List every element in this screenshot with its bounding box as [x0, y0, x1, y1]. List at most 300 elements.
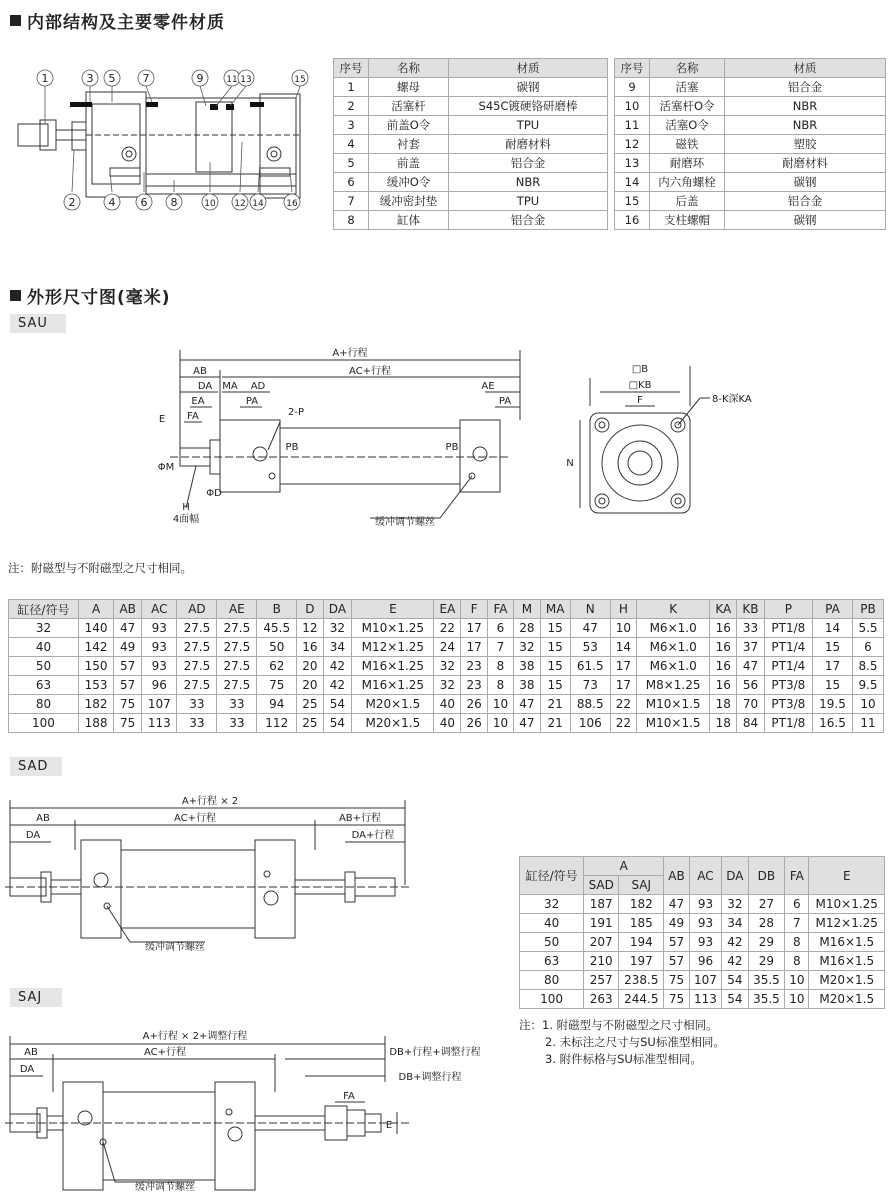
callout-4: 4 — [108, 196, 116, 209]
table-cell: 75 — [114, 714, 142, 733]
header-cell: K — [637, 600, 710, 619]
table-cell: 88.5 — [570, 695, 610, 714]
table-cell: 40 — [434, 714, 461, 733]
table-cell: 153 — [78, 676, 113, 695]
table-cell: M10×1.25 — [809, 895, 885, 914]
table-cell: 20 — [297, 676, 323, 695]
table-cell: 33 — [217, 714, 257, 733]
dim-phid: ΦD — [206, 488, 222, 499]
table-cell: 238.5 — [619, 971, 664, 990]
callout-9: 9 — [196, 72, 204, 85]
table-cell: 33 — [217, 695, 257, 714]
table-cell: 前盖 — [369, 154, 449, 173]
header-cell: AC — [142, 600, 177, 619]
table-cell: 14 — [610, 638, 636, 657]
table-cell: 73 — [570, 676, 610, 695]
table-row — [520, 952, 885, 971]
table-cell: 10 — [610, 619, 636, 638]
table-cell: 38 — [514, 676, 540, 695]
dim-a-stroke: A+行程 — [332, 348, 368, 359]
table-cell: 40 — [9, 638, 79, 657]
table-row — [334, 135, 608, 154]
table-row — [615, 154, 886, 173]
table-cell: 93 — [689, 895, 722, 914]
table-cell: 9 — [615, 78, 650, 97]
table-cell: 4 — [334, 135, 369, 154]
table-cell: M6×1.0 — [637, 638, 710, 657]
table-cell: 47 — [664, 895, 689, 914]
table-cell: 16 — [710, 676, 737, 695]
table-cell: 6 — [334, 173, 369, 192]
table-cell: 15 — [540, 657, 570, 676]
table-cell: 19.5 — [813, 695, 853, 714]
sad-cushion-label: 缓冲调节螺丝 — [145, 942, 205, 953]
table-cell: 23 — [461, 657, 487, 676]
header-e: E — [809, 857, 885, 895]
header-cell: DA — [323, 600, 352, 619]
table-cell: M6×1.0 — [637, 619, 710, 638]
table-cell: 23 — [461, 676, 487, 695]
table-cell: 42 — [722, 933, 748, 952]
table-cell: 47 — [737, 657, 764, 676]
table-row — [9, 695, 884, 714]
table-cell: 32 — [434, 657, 461, 676]
saj-dim-e: E — [385, 1120, 393, 1131]
table-cell: 27.5 — [177, 676, 217, 695]
table-cell: M16×1.25 — [352, 657, 434, 676]
table-cell: 活塞 — [650, 78, 725, 97]
table-cell: 47 — [514, 695, 540, 714]
table-cell: 94 — [257, 695, 297, 714]
header-cell: 材质 — [449, 59, 608, 78]
table-cell: 50 — [257, 638, 297, 657]
dim-e: E — [158, 414, 166, 425]
header-bore: 缸径/符号 — [520, 857, 584, 895]
table-cell: 耐磨环 — [650, 154, 725, 173]
sad-dim-a-stroke2: A+行程 × 2 — [181, 796, 239, 807]
table-cell: 191 — [584, 914, 619, 933]
table-cell: 112 — [257, 714, 297, 733]
table-cell: 150 — [78, 657, 113, 676]
table-cell: 63 — [520, 952, 584, 971]
table-cell: 185 — [619, 914, 664, 933]
table-row — [615, 78, 886, 97]
table-cell: 80 — [9, 695, 79, 714]
table-cell: PT1/8 — [764, 714, 812, 733]
saj-dim-db-full: DB+行程+调整行程 — [389, 1047, 481, 1058]
table-cell: 100 — [520, 990, 584, 1009]
header-da: DA — [722, 857, 748, 895]
dim-ma: MA — [222, 381, 238, 392]
table-cell: PT1/4 — [764, 638, 812, 657]
table-cell: 106 — [570, 714, 610, 733]
table-cell: 8 — [487, 657, 513, 676]
table-cell: 27.5 — [217, 657, 257, 676]
callout-8: 8 — [170, 196, 178, 209]
table-cell: M8×1.25 — [637, 676, 710, 695]
table-cell: 16 — [710, 638, 737, 657]
header-cell: AE — [217, 600, 257, 619]
table-cell: 碳钢 — [725, 173, 886, 192]
note-3: 3. 附件标格与SU标准型相同。 — [545, 1052, 702, 1066]
section-title-structure — [10, 8, 225, 33]
table-cell: 142 — [78, 638, 113, 657]
header-fa: FA — [785, 857, 809, 895]
callout-6: 6 — [140, 196, 148, 209]
table-cell: 6 — [852, 638, 883, 657]
sad-dim-ab: AB — [36, 813, 50, 824]
table-cell: 5.5 — [852, 619, 883, 638]
table-cell: 42 — [722, 952, 748, 971]
table-cell: 10 — [785, 990, 809, 1009]
callout-12: 12 — [234, 199, 246, 209]
table-cell: 21 — [540, 695, 570, 714]
table-cell: 27.5 — [177, 638, 217, 657]
header-ab: AB — [664, 857, 689, 895]
table-cell: 35.5 — [748, 971, 785, 990]
callout-5: 5 — [108, 72, 116, 85]
section-title-text: 内部结构及主要零件材质 — [27, 13, 225, 33]
table-cell: 15 — [540, 676, 570, 695]
table-cell: 113 — [142, 714, 177, 733]
table-cell: 活塞杆 — [369, 97, 449, 116]
header-cell: B — [257, 600, 297, 619]
dim-h: H — [182, 502, 190, 513]
header-cell: 序号 — [615, 59, 650, 78]
table-cell: 7 — [334, 192, 369, 211]
table-cell: 244.5 — [619, 990, 664, 1009]
table-cell: 57 — [114, 657, 142, 676]
saj-dim-da: DA — [19, 1064, 35, 1075]
table-cell: 29 — [748, 933, 785, 952]
header-cell: MA — [540, 600, 570, 619]
table-cell: 1 — [334, 78, 369, 97]
header-cell: P — [764, 600, 812, 619]
table-cell: 碳钢 — [725, 211, 886, 230]
saj-dim-ab: AB — [24, 1047, 38, 1058]
table-cell: 28 — [748, 914, 785, 933]
table-cell: 14 — [615, 173, 650, 192]
table-cell: M16×1.5 — [809, 933, 885, 952]
square-bullet-icon — [10, 15, 21, 26]
table-cell: 24 — [434, 638, 461, 657]
table-cell: 21 — [540, 714, 570, 733]
table-cell: NBR — [725, 116, 886, 135]
sau-header-row — [9, 600, 884, 619]
table-row — [9, 676, 884, 695]
dim-pb-right: PB — [445, 442, 459, 453]
header-cell: KB — [737, 600, 764, 619]
table-row — [9, 657, 884, 676]
header-a: A — [584, 857, 664, 876]
table-cell: 碳钢 — [449, 78, 608, 97]
table-cell: 6 — [785, 895, 809, 914]
table-cell: 27.5 — [217, 638, 257, 657]
callout-13: 13 — [240, 75, 252, 85]
table-cell: 14 — [813, 619, 853, 638]
table-cell: M20×1.5 — [352, 695, 434, 714]
sau-drawing — [150, 340, 540, 530]
table-cell: 8 — [785, 933, 809, 952]
table-cell: 75 — [664, 990, 689, 1009]
table-cell: 54 — [323, 695, 352, 714]
sad-tag: SAD — [10, 757, 62, 776]
table-row — [615, 192, 886, 211]
dim-2p: 2-P — [287, 407, 305, 418]
table-cell: 25 — [297, 695, 323, 714]
table-cell: 32 — [722, 895, 748, 914]
table-row — [9, 619, 884, 638]
header-cell: E — [352, 600, 434, 619]
table-cell: 16 — [710, 619, 737, 638]
table-cell: 27.5 — [217, 619, 257, 638]
dim-ea: EA — [191, 396, 205, 407]
callout-1: 1 — [41, 72, 49, 85]
table-cell: 22 — [610, 695, 636, 714]
note-2: 2. 未标注之尺寸与SU标准型相同。 — [545, 1035, 725, 1049]
table-row — [520, 933, 885, 952]
dim-pa-right: PA — [498, 396, 512, 407]
header-cell: FA — [487, 600, 513, 619]
sau-side-view — [560, 358, 752, 523]
saj-dim-a-full: A+行程 × 2+调整行程 — [142, 1031, 248, 1042]
table-cell: 缓冲O令 — [369, 173, 449, 192]
table-cell: 37 — [737, 638, 764, 657]
table-cell: 197 — [619, 952, 664, 971]
table-cell: PT3/8 — [764, 695, 812, 714]
table-cell: 63 — [9, 676, 79, 695]
table-cell: 螺母 — [369, 78, 449, 97]
table-cell: 12 — [615, 135, 650, 154]
header-saj: SAJ — [619, 876, 664, 895]
table-cell: 263 — [584, 990, 619, 1009]
table-cell: 铝合金 — [449, 154, 608, 173]
table-cell: S45C镀硬铬研磨棒 — [449, 97, 608, 116]
table-cell: 活塞杆O令 — [650, 97, 725, 116]
table-cell: 29 — [748, 952, 785, 971]
table-cell: TPU — [449, 192, 608, 211]
table-row — [520, 971, 885, 990]
saj-drawing — [5, 1022, 481, 1194]
table-cell: 96 — [142, 676, 177, 695]
table-cell: 26 — [461, 714, 487, 733]
table-cell: 磁铁 — [650, 135, 725, 154]
table-cell: M12×1.25 — [352, 638, 434, 657]
table-cell: 16 — [710, 657, 737, 676]
table-row — [334, 211, 608, 230]
table-cell: 15 — [813, 638, 853, 657]
header-cell: F — [461, 600, 487, 619]
table-cell: 257 — [584, 971, 619, 990]
table-cell: 11 — [615, 116, 650, 135]
table-cell: 57 — [664, 952, 689, 971]
dim-ab: AB — [193, 366, 207, 377]
table-row — [334, 173, 608, 192]
parts-header-row — [615, 59, 886, 78]
dim-da: DA — [197, 381, 213, 392]
table-cell: 铝合金 — [449, 211, 608, 230]
header-cell: PB — [852, 600, 883, 619]
table-row — [520, 914, 885, 933]
side-f: F — [637, 395, 643, 406]
table-cell: 49 — [114, 638, 142, 657]
header-cell: 缸径/符号 — [9, 600, 79, 619]
table-cell: 93 — [142, 638, 177, 657]
table-cell: 40 — [520, 914, 584, 933]
parts-table-left — [333, 58, 608, 230]
table-cell: 20 — [297, 657, 323, 676]
table-cell: 182 — [78, 695, 113, 714]
saj-cushion-label: 缓冲调节螺丝 — [135, 1182, 195, 1193]
table-cell: 8 — [785, 952, 809, 971]
table-row — [615, 173, 886, 192]
table-cell: 32 — [514, 638, 540, 657]
table-cell: 15 — [615, 192, 650, 211]
table-cell: 13 — [615, 154, 650, 173]
table-cell: PT1/4 — [764, 657, 812, 676]
table-cell: 57 — [664, 933, 689, 952]
dim-phim: ΦM — [157, 462, 175, 473]
table-cell: 10 — [487, 695, 513, 714]
table-cell: 33 — [737, 619, 764, 638]
table-cell: M20×1.5 — [352, 714, 434, 733]
table-cell: 57 — [114, 676, 142, 695]
table-cell: 5 — [334, 154, 369, 173]
table-cell: 54 — [722, 971, 748, 990]
table-cell: 61.5 — [570, 657, 610, 676]
sad-saj-dimension-table — [519, 856, 885, 1009]
table-row — [615, 97, 886, 116]
header-sad: SAD — [584, 876, 619, 895]
table-cell: 32 — [9, 619, 79, 638]
table-cell: 10 — [785, 971, 809, 990]
header-cell: D — [297, 600, 323, 619]
table-cell: 铝合金 — [725, 78, 886, 97]
table-cell: 34 — [722, 914, 748, 933]
table-cell: 8.5 — [852, 657, 883, 676]
table-cell: 2 — [334, 97, 369, 116]
callout-7: 7 — [142, 72, 150, 85]
table-cell: 32 — [323, 619, 352, 638]
header-cell: H — [610, 600, 636, 619]
table-cell: TPU — [449, 116, 608, 135]
sau-tag: SAU — [10, 314, 66, 333]
header-ac: AC — [689, 857, 722, 895]
table-cell: 15 — [813, 676, 853, 695]
callout-2: 2 — [68, 196, 76, 209]
table-row — [615, 135, 886, 154]
table-cell: M10×1.25 — [352, 619, 434, 638]
table-cell: 100 — [9, 714, 79, 733]
table-cell: 8 — [487, 676, 513, 695]
table-cell: 9.5 — [852, 676, 883, 695]
table-cell: 10 — [852, 695, 883, 714]
table-cell: 93 — [142, 619, 177, 638]
table-row — [615, 116, 886, 135]
table-cell: 铝合金 — [725, 192, 886, 211]
header-cell: AD — [177, 600, 217, 619]
table-cell: 17 — [461, 638, 487, 657]
header-cell: EA — [434, 600, 461, 619]
table-cell: 187 — [584, 895, 619, 914]
table-cell: PT1/8 — [764, 619, 812, 638]
sad-dim-da-stroke: DA+行程 — [351, 830, 395, 841]
table-cell: 50 — [9, 657, 79, 676]
table-cell: 18 — [710, 714, 737, 733]
table-cell: 75 — [664, 971, 689, 990]
callout-16: 16 — [286, 199, 298, 209]
table-cell: 3 — [334, 116, 369, 135]
table-row — [520, 895, 885, 914]
table-cell: 32 — [520, 895, 584, 914]
table-cell: 17 — [813, 657, 853, 676]
table-cell: M16×1.25 — [352, 676, 434, 695]
saj-tag: SAJ — [10, 988, 62, 1007]
table-cell: 84 — [737, 714, 764, 733]
table-cell: 32 — [434, 676, 461, 695]
table-cell: 40 — [434, 695, 461, 714]
dim-ae: AE — [481, 381, 495, 392]
callout-11: 11 — [226, 75, 238, 85]
table-cell: 107 — [142, 695, 177, 714]
table-cell: 7 — [785, 914, 809, 933]
notes-block — [519, 1017, 725, 1068]
table-cell: M6×1.0 — [637, 657, 710, 676]
table-cell: 56 — [737, 676, 764, 695]
table-row — [334, 97, 608, 116]
table-cell: 塑胶 — [725, 135, 886, 154]
table-cell: 活塞O令 — [650, 116, 725, 135]
table-cell: 衬套 — [369, 135, 449, 154]
side-n: N — [566, 458, 574, 469]
table-cell: 113 — [689, 990, 722, 1009]
table-cell: 17 — [610, 676, 636, 695]
table-cell: M10×1.5 — [637, 714, 710, 733]
table-cell: NBR — [725, 97, 886, 116]
header-cell: 名称 — [369, 59, 449, 78]
header-cell: 名称 — [650, 59, 725, 78]
header-cell: 材质 — [725, 59, 886, 78]
table-cell: 26 — [461, 695, 487, 714]
table-cell: 75 — [257, 676, 297, 695]
table-row — [334, 116, 608, 135]
table-row — [334, 154, 608, 173]
side-b: □B — [631, 364, 649, 375]
table-cell: 42 — [323, 657, 352, 676]
dim-ad: AD — [250, 381, 266, 392]
table-cell: 15 — [540, 638, 570, 657]
table-cell: 210 — [584, 952, 619, 971]
table-cell: M20×1.5 — [809, 990, 885, 1009]
header-cell: M — [514, 600, 540, 619]
table-cell: 11 — [852, 714, 883, 733]
sad-dim-da: DA — [25, 830, 41, 841]
square-bullet-icon — [10, 290, 21, 301]
callout-10: 10 — [204, 199, 216, 209]
table-cell: 62 — [257, 657, 297, 676]
table-cell: M16×1.5 — [809, 952, 885, 971]
table-cell: 182 — [619, 895, 664, 914]
table-cell: 28 — [514, 619, 540, 638]
table-cell: 10 — [487, 714, 513, 733]
table-cell: 27.5 — [177, 657, 217, 676]
table-cell: 53 — [570, 638, 610, 657]
table-cell: 16.5 — [813, 714, 853, 733]
table-row — [334, 192, 608, 211]
parts-table-right — [614, 58, 886, 230]
callout-15: 15 — [294, 75, 306, 85]
table-cell: 缓冲密封垫 — [369, 192, 449, 211]
